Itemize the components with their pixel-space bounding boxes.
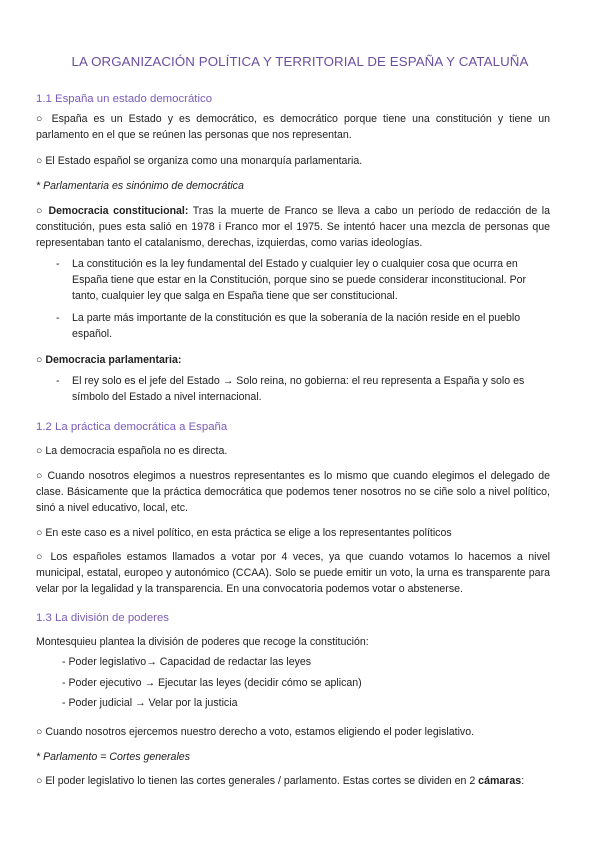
paragraph-democracia-constitucional [36,203,550,251]
paragraph-cortes [36,773,550,789]
note-cortes-generales: * Parlamento = Cortes generales [36,751,190,763]
paragraph-montesquieu: Montesquieu plantea la división de poderes que recoge la constitución: [36,636,369,648]
bullet-text: La constitución es la ley fundamental del Estado y cualquier ley o cualquier cosa que ocurra en España tiene que estar en la Constitución, porque sino se puede considerar inconstitucional. Por tanto, cualquier ley que salga en España tiene que ser constitucional. [72,258,527,302]
document-title: LA ORGANIZACIÓN POLÍTICA Y TERRITORIAL DE ESPAÑA Y CATALUÑA [71,54,529,69]
section-heading-1-1: 1.1 España un estado democrático [36,93,213,105]
bullet-text: La parte más importante de la constitución es que la soberanía de la nación reside en el pueblo español. [72,312,521,340]
paragraph-delegado: ○ Cuando nosotros elegimos a nuestros representantes es lo mismo que cuando elegimos el delegado de clase. Básicamente que la práctica democrática que podemos tener nosotros no se ciñe solo a nivel político, sinó a nivel educativo, local, etc. [36,470,550,514]
section-heading-1-3: 1.3 La división de poderes [36,612,169,624]
note-parlamentaria: * Parlamentaria es sinónimo de democrática [36,180,244,192]
bullet-dash: - [56,258,60,270]
paragraph-no-directa: ○ La democracia española no es directa. [36,445,228,457]
list-item-ejecutivo: - Poder ejecutivo → Ejecutar las leyes (decidir cómo se aplican) [62,677,362,689]
text-camaras: cámaras [478,775,522,787]
bullet-dash: - [56,312,60,324]
list-item-legislativo: - Poder legislativo→ Capacidad de redactar las leyes [62,656,312,668]
list-item-judicial: - Poder judicial → Velar por la justicia [62,697,238,709]
paragraph-monarquia: ○ El Estado español se organiza como una monarquía parlamentaria. [36,155,363,167]
paragraph-nivel-politico: ○ En este caso es a nivel político, en esta práctica se elige a los representantes políticos [36,527,452,539]
section-heading-1-2: 1.2 La práctica democrática a España [36,421,228,433]
paragraph-votar: ○ Los españoles estamos llamados a votar por 4 veces, ya que cuando votamos lo hacemos a nivel municipal, estatal, europeo y autonómico (CCAA). Solo se puede emitir un voto, la urna es transparente para velar por la legalidad y la transparencia. En una convocatoria podemos votar o abstenerse. [36,551,550,595]
text-cortes-end: : [521,775,525,787]
label-democracia-constitucional: ○ Democracia constitucional: [36,205,189,217]
text-cortes: ○ El poder legislativo lo tienen las cortes generales / parlamento. Estas cortes se dividen en 2 [36,775,479,787]
paragraph-derecho-voto: ○ Cuando nosotros ejercemos nuestro derecho a voto, estamos eligiendo el poder legislativo. [36,726,475,738]
label-democracia-parlamentaria: ○ Democracia parlamentaria: [36,354,182,366]
paragraph-estado-democratico: ○ España es un Estado y es democrático, es democrático porque tiene una constitución y tiene un parlamento en el que se reúnen las personas que nos representan. [36,113,550,141]
bullet-text: El rey solo es el jefe del Estado → Solo reina, no gobierna: el reu representa a España y solo es símbolo del Estado a nivel internacional. [72,375,525,403]
bullet-dash: - [56,375,60,387]
text-democracia-constitucional: Tras la muerte de Franco se lleva a cabo un período de redacción de la constitución, pues esta salió en 1978 i Franco mor el 1975. Se intentó hacer una mezcla de personas que representaban tanto el catalanismo, derechas, izquierdas, como varias ideologías. [36,205,550,249]
